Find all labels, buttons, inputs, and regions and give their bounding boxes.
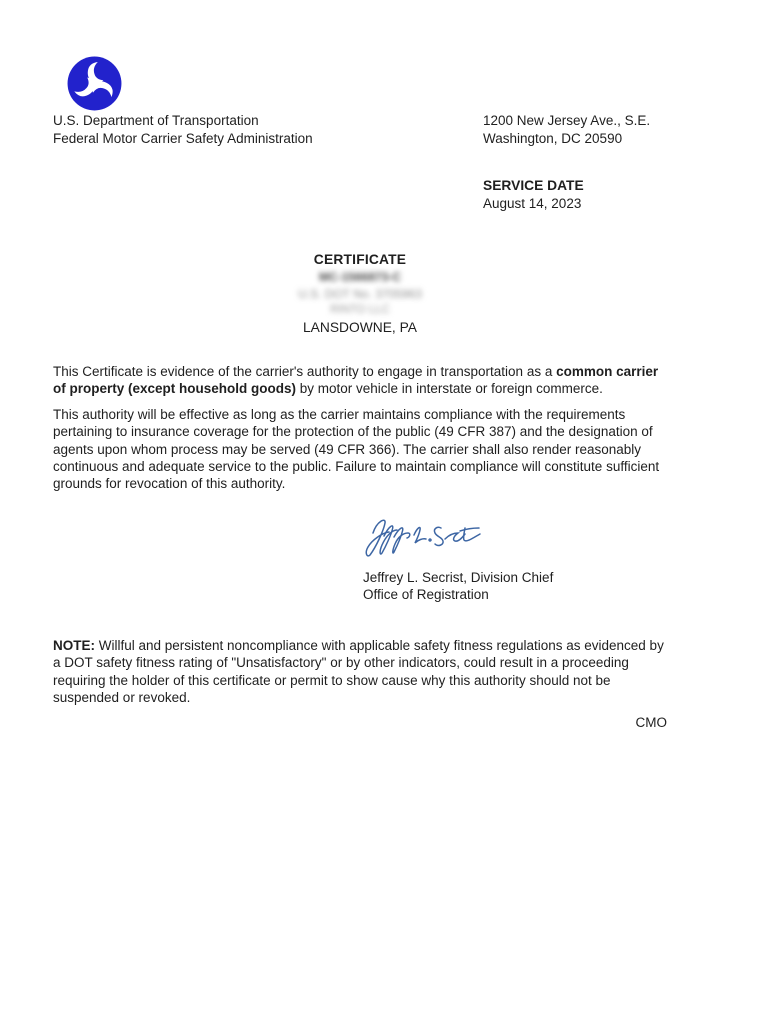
footer-office-code: CMO [635,715,667,730]
compliance-paragraph: This authority will be effective as long as the carrier maintains compliance with the requirements pertaining to insurance coverage for the protection of the public (49 CFR 387) and the designation of agents upon whom process may be served (49 CFR 366). The carrier shall also render reasonably continuous and adequate service to the public. Failure to maintain compliance will constitute sufficient grounds for revocation of this authority. [53,407,660,492]
note-paragraph [53,637,671,706]
agency-line-1: U.S. Department of Transportation [53,113,259,128]
service-date-block [483,177,584,213]
certificate-title-block [53,251,667,337]
signature-ink [362,513,484,561]
note-label: NOTE: [53,638,95,653]
authority-paragraph-pre: This Certificate is evidence of the carrier's authority to engage in transportation as a [53,364,557,379]
agency-line-2: Federal Motor Carrier Safety Administration [53,131,313,146]
service-date-label: SERVICE DATE [483,178,584,193]
docket-number-redacted: MC-1566873-C [318,270,402,284]
address-line-2: Washington, DC 20590 [483,131,623,146]
authority-paragraph [53,363,671,398]
service-date-value: August 14, 2023 [483,196,582,211]
carrier-name-redacted: RINTO LLC [330,304,390,316]
certificate-title: CERTIFICATE [313,252,407,267]
agency-name-block [53,112,313,148]
signer-office: Office of Registration [363,587,489,603]
signature-scribble-icon [362,513,484,561]
authority-type-bold: common carrier of property (except household goods) [53,364,659,397]
agency-address-block [483,112,650,148]
signer-block [363,569,553,604]
usdot-logo-icon [67,56,122,111]
carrier-location: LANSDOWNE, PA [303,320,417,335]
authority-paragraph-post: by motor vehicle in interstate or foreign commerce. [296,381,603,397]
usdot-triskelion-icon [67,56,122,111]
address-line-1: 1200 New Jersey Ave., S.E. [483,113,651,128]
signer-name-title: Jeffrey L. Secrist, Division Chief [363,570,554,585]
usdot-number-redacted: U.S. DOT No. 3705963 [298,287,422,301]
note-text: Willful and persistent noncompliance with applicable safety fitness regulations as evidenced by a DOT safety fitness rating of "Unsatisfactory" or by other indicators, could result in a proceeding requiring the holder of this certificate or permit to show cause why this authority should not be suspended or revoked. [53,638,664,705]
